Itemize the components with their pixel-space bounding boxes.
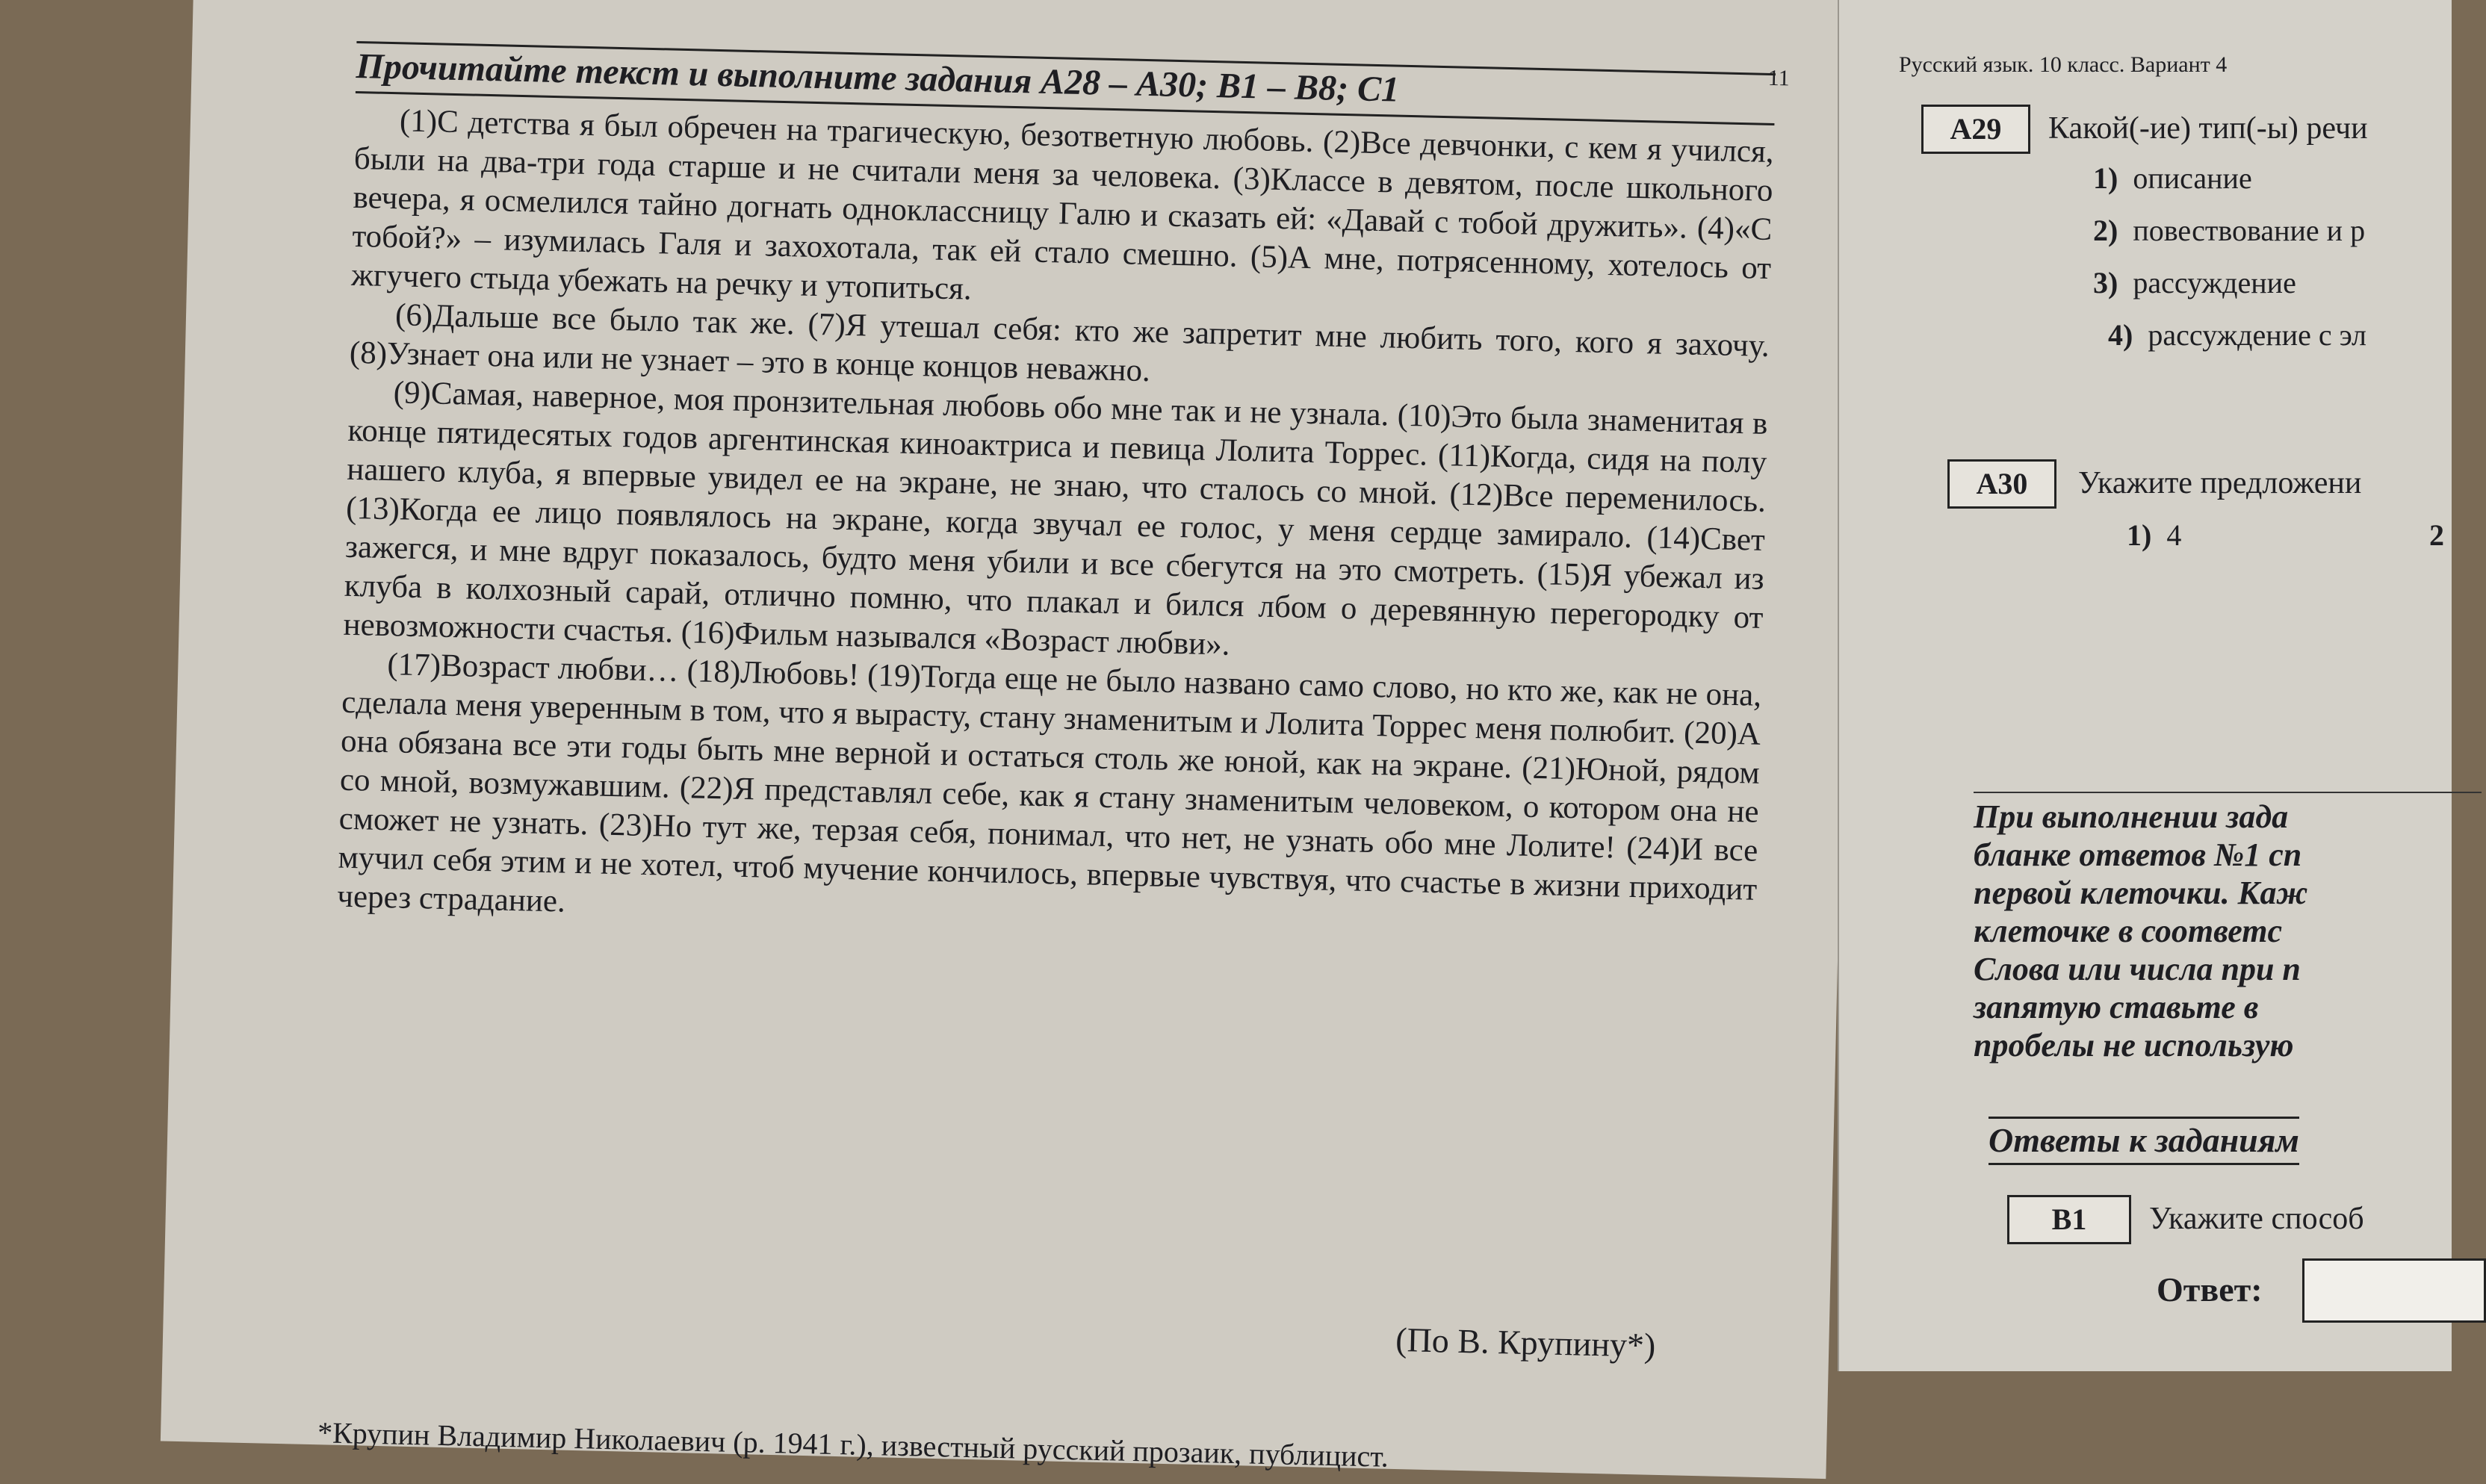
source-attribution: (По В. Крупину*)	[1395, 1320, 1656, 1365]
paragraph-1: (1)С детства я был обречен на трагическую, безответную любовь. (2)Все девчонки, с кем я учился, были на два-три года старше и не считали меня за человека. (3)Классе в девятом, после школьного вечера, я осмелился тайно догнать одноклассницу Галю и сказать ей: «Давай с тобой дружить». (4)«С тобой?» – изумилась Галя и захохотала, так ей стало смешно. (5)А мне, потрясенному, хотелось от жгучего стыда убежать на речку и утопиться.	[350, 103, 1775, 307]
paragraph-2: (6)Дальше все было так же. (7)Я утешал себя: кто же запретит мне любить того, кого я захочу. (8)Узнает она или не узнает – это в конце концов неважно.	[349, 297, 1770, 389]
a29-option-3: 3) рассуждение	[2093, 266, 2296, 299]
b1-question: Укажите способ	[2149, 1202, 2364, 1236]
right-running-head: Русский язык. 10 класс. Вариант 4	[1899, 52, 2228, 77]
answer-label: Ответ:	[2157, 1270, 2263, 1308]
text-body	[337, 101, 1774, 949]
a30-option-1: 1) 4	[2127, 518, 2182, 552]
answer-box[interactable]	[2302, 1258, 2486, 1323]
b1-tag: В1	[2007, 1195, 2131, 1244]
a30-question: Укажите предложени	[2078, 466, 2362, 500]
paragraph-3: (9)Самая, наверное, моя пронзительная любовь обо мне так и не узнала. (10)Это была знаменитая в конце пятидесятых годов аргентинская киноактриса и певица Лолита Торрес. (11)Когда, сидя на полу нашего клуба, я впервые увидел ее на экране, не знаю, что сталось со мной. (12)Все переменилось. (13)Когда ее лицо появлялось на экране, когда звучал ее голос, у меня сердце замирало. (14)Свет зажегся, и мне вдруг показалось, будто меня убили и все сбегутся на это смотреть. (15)Я убежал из клуба в колхозный сарай, отлично помню, что плакал и бился лбом о деревянную перегородку от невозможности счастья. (16)Фильм назывался «Возраст любви».	[343, 375, 1768, 662]
instruction-block: При выполнении зада бланке ответов №1 сп первой клеточки. Каж клеточке в соответс Слова или числа при п запятую ставьте в пробелы не использую	[1974, 792, 2482, 1064]
a29-option-1: 1) описание	[2093, 161, 2252, 195]
a29-option-2: 2) повествование и р	[2093, 214, 2366, 247]
a29-tag: А29	[1921, 105, 2030, 154]
paragraph-4: (17)Возраст любви… (18)Любовь! (19)Тогда еще не было названо само слово, но кто же, как не она, сделала меня уверенным в том, что я вырасту, стану знаменитым и Лолита Торрес меня полюбит. (20)А она обязана все эти годы быть мне верной и остаться столь же юной, как на экране. (21)Юной, рядом со мной, возмужавшим. (22)Я представлял себе, как я стану знаменитым человеком, о котором она не сможет не узнать. (23)Но тут же, терзая себя, понимал, что нет, не узнать обо мне Лолите! (24)И все мучил себя этим и не хотел, чтоб мучение кончилось, впервые чувствуя, что счастье в жизни приходит через страдание.	[336, 647, 1762, 919]
right-page	[1838, 0, 2452, 1371]
a29-question: Какой(-ие) тип(-ы) речи	[2048, 111, 2368, 146]
a30-tag: А30	[1947, 459, 2056, 509]
left-page	[161, 0, 1860, 1479]
a30-option-2: 2	[2429, 518, 2444, 552]
a29-option-4: 4) рассуждение с эл	[2108, 318, 2367, 352]
footnote: *Крупин Владимир Николаевич (р. 1941 г.), известный русский прозаик, публицист.	[317, 1415, 1389, 1474]
page-number: 11	[1767, 65, 1791, 91]
task-title: Прочитайте текст и выполните задания А28 – А30; В1 – В8; С1	[356, 41, 1776, 125]
answers-header: Ответы к заданиям	[1989, 1117, 2299, 1165]
